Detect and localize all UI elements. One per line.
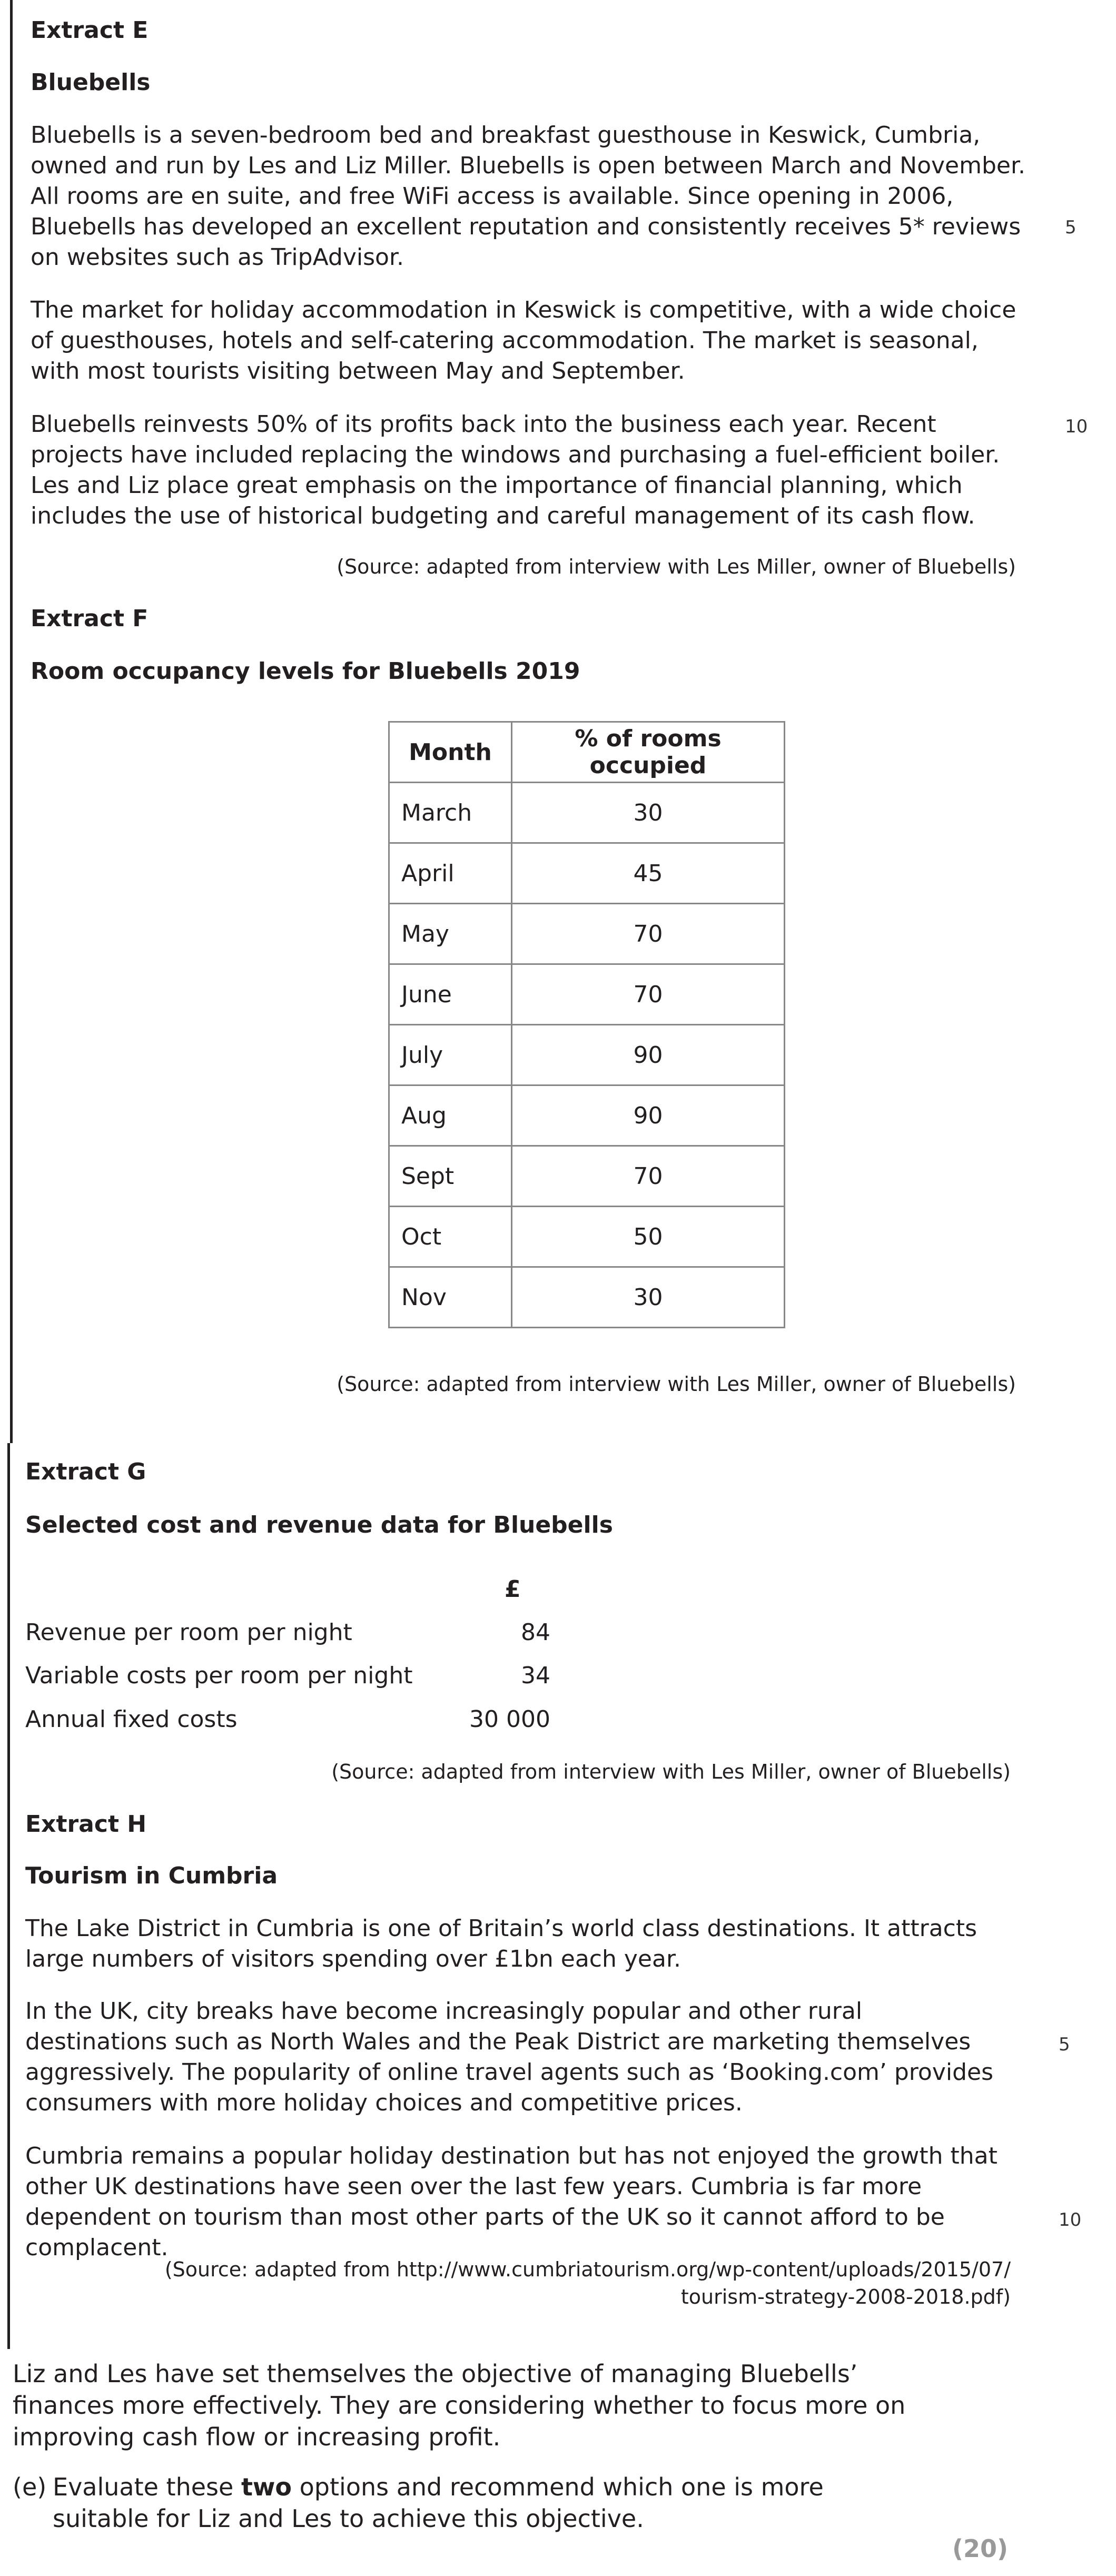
currency-symbol: £ (505, 1576, 521, 1603)
extract-g-title: Selected cost and revenue data for Bluebells (25, 1512, 613, 1538)
question-text-bold: two (241, 2473, 292, 2501)
month-cell: May (389, 904, 512, 964)
extract-e-line-number-10: 10 (1065, 416, 1088, 437)
percent-cell: 45 (512, 843, 785, 904)
percent-cell: 90 (512, 1025, 785, 1085)
month-cell: June (389, 964, 512, 1025)
extract-h-title: Tourism in Cumbria (25, 1862, 278, 1889)
extract-f-title: Room occupancy levels for Bluebells 2019 (31, 658, 580, 685)
percent-cell: 90 (512, 1085, 785, 1146)
extract-e-paragraph-1: Bluebells is a seven-bedroom bed and breakfast guesthouse in Keswick, Cumbria, owned and run by Les and Liz Miller. Bluebells is open between March and November. All rooms are en suite, and free WiFi access is available. Since opening in 2006, Bluebells has developed an excellent reputation and consistently receives 5* reviews on websites such as TripAdvisor. (31, 122, 1026, 271)
question-marks: (20) (952, 2534, 1009, 2563)
table-row (389, 843, 785, 904)
question-text-before: Evaluate these (53, 2473, 241, 2501)
month-cell: March (389, 783, 512, 843)
extract-g-label: Extract G (25, 1458, 146, 1485)
cost-row-label: Annual fixed costs (25, 1706, 238, 1733)
extract-h-paragraph-2: In the UK, city breaks have become increasingly popular and other rural destinations such as North Wales and the Peak District are marketing themselves aggressively. The popularity of online travel agents such as ‘Booking.com’ provides consumers with more holiday choices and competitive prices. (25, 1998, 994, 2116)
month-cell: April (389, 843, 512, 904)
extract-f-label: Extract F (31, 605, 149, 632)
extract-g-source: (Source: adapted from interview with Les Miller, owner of Bluebells) (331, 1760, 1011, 1783)
extract-h-line-number-10: 10 (1059, 2209, 1082, 2230)
extract-h-line-number-5: 5 (1059, 2034, 1070, 2055)
cost-row-value: 30 000 (469, 1706, 550, 1733)
extract-h-label: Extract H (25, 1811, 147, 1838)
table-row (389, 783, 785, 843)
occupancy-table (388, 721, 785, 1328)
percent-cell: 50 (512, 1207, 785, 1267)
extract-h-paragraph-1: The Lake District in Cumbria is one of Britain’s world class destinations. It attracts large numbers of visitors spending over £1bn each year. (25, 1915, 977, 1972)
extract-f-source: (Source: adapted from interview with Les Miller, owner of Bluebells) (337, 1373, 1016, 1396)
month-cell: Nov (389, 1267, 512, 1328)
header-percent-occupied: % of rooms occupied (512, 722, 785, 783)
table-row (389, 1146, 785, 1207)
table-row (389, 964, 785, 1025)
cost-row-label: Variable costs per room per night (25, 1662, 413, 1689)
percent-cell: 30 (512, 1267, 785, 1328)
extract-e-source: (Source: adapted from interview with Les Miller, owner of Bluebells) (337, 555, 1016, 578)
percent-cell: 30 (512, 783, 785, 843)
extract-e-title: Bluebells (31, 69, 151, 96)
extract-e-paragraph-3: Bluebells reinvests 50% of its profits back into the business each year. Recent projects have included replacing the windows and purchasing a fuel-efficient boiler. Les and Liz place great emphasis on the importance of financial planning, which includes the use of historical budgeting and careful management of its cash flow. (31, 411, 1000, 529)
question-part-label: (e) (13, 2473, 47, 2501)
percent-cell: 70 (512, 964, 785, 1025)
extract-e-label: Extract E (31, 17, 149, 44)
month-cell: Oct (389, 1207, 512, 1267)
percent-cell: 70 (512, 1146, 785, 1207)
month-cell: July (389, 1025, 512, 1085)
percent-cell: 70 (512, 904, 785, 964)
extract-e-paragraph-2: The market for holiday accommodation in Keswick is competitive, with a wide choice of guesthouses, hotels and self-catering accommodation. The market is seasonal, with most tourists visiting between May and September. (31, 297, 1016, 384)
margin-rule-bottom (7, 1443, 10, 2349)
question-text (53, 2471, 895, 2534)
margin-rule-top (10, 0, 13, 1443)
cost-row-label: Revenue per room per night (25, 1619, 352, 1646)
extract-h-paragraph-3: Cumbria remains a popular holiday destination but has not enjoyed the growth that other UK destinations have seen over the last few years. Cumbria is far more dependent on tourism than most other parts of the UK so it cannot afford to be complacent. (25, 2143, 998, 2261)
header-month: Month (389, 722, 512, 783)
month-cell: Aug (389, 1085, 512, 1146)
table-row (389, 904, 785, 964)
extract-e-line-number-5: 5 (1065, 217, 1077, 238)
table-row (389, 1267, 785, 1328)
question-text-after: options and recommend which one is more suitable for Liz and Les to achieve this objective. (53, 2473, 824, 2533)
table-row (389, 1025, 785, 1085)
cost-row-value: 84 (521, 1619, 550, 1646)
question-intro: Liz and Les have set themselves the objective of managing Bluebells’ finances more effectively. They are considering whether to focus more on improving cash flow or increasing profit. (13, 2360, 906, 2451)
extract-h-source-line-2: tourism-strategy-2008-2018.pdf) (680, 2285, 1011, 2308)
table-row (389, 1207, 785, 1267)
cost-row-value: 34 (521, 1662, 550, 1689)
occupancy-table-header-row (389, 722, 785, 783)
extract-h-source-line-1: (Source: adapted from http://www.cumbriatourism.org/wp-content/uploads/2015/07/ (164, 2258, 1011, 2281)
month-cell: Sept (389, 1146, 512, 1207)
table-row (389, 1085, 785, 1146)
